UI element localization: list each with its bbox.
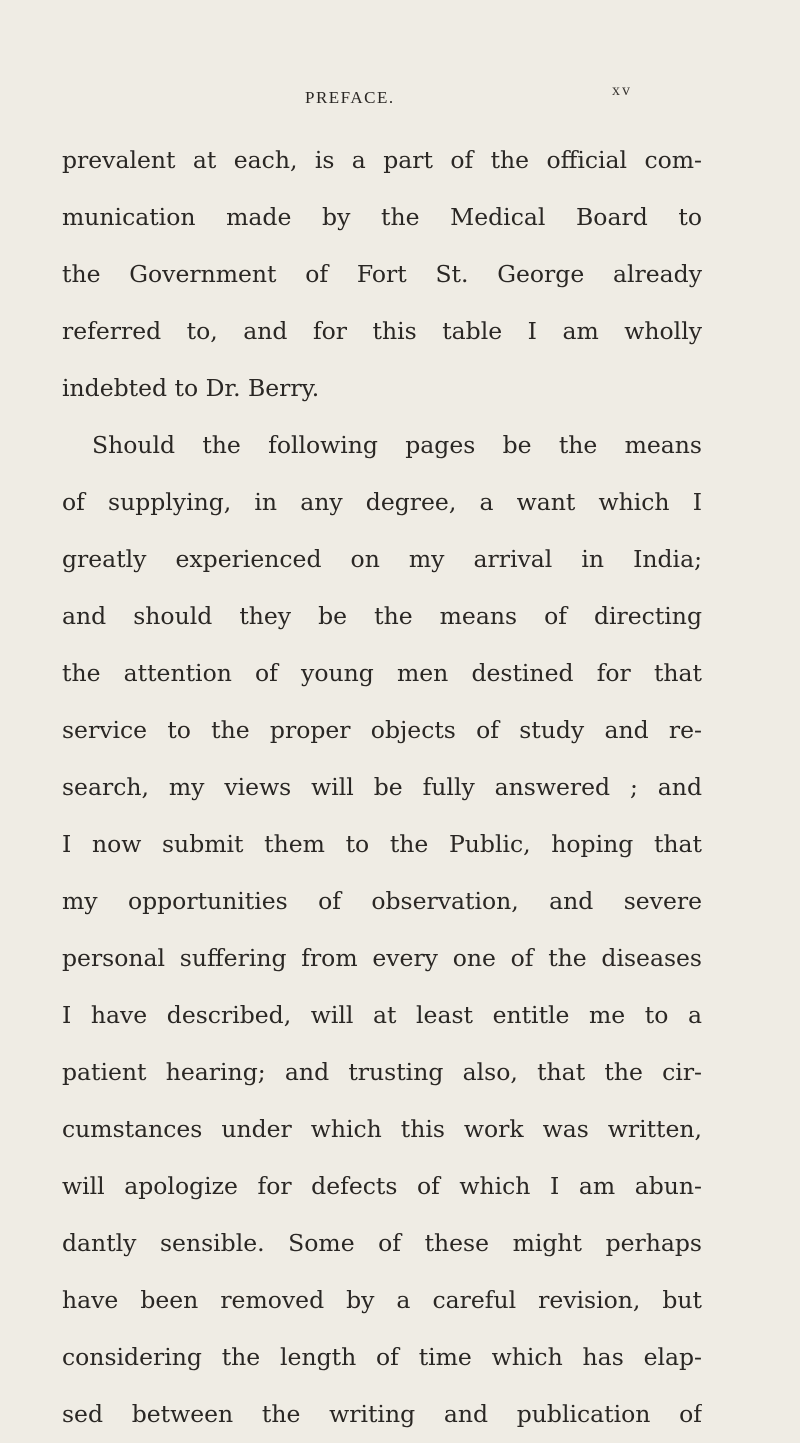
text-line: my opportunities of observation, and severe xyxy=(62,887,702,915)
text-line: have been removed by a careful revision, but xyxy=(62,1286,702,1314)
text-line: referred to, and for this table I am wholly xyxy=(62,317,702,345)
text-line: and should they be the means of directing xyxy=(62,602,702,630)
text-line: the attention of young men destined for that xyxy=(62,659,702,687)
running-title: PREFACE. xyxy=(305,88,395,107)
text-line: indebted to Dr. Berry. xyxy=(62,374,320,402)
text-line: sed between the writing and publication of xyxy=(62,1400,702,1428)
text-line: service to the proper objects of study and re- xyxy=(62,716,702,744)
text-line: Should the following pages be the means xyxy=(92,431,702,459)
text-line: I have described, will at least entitle me to a xyxy=(62,1001,702,1029)
page-header xyxy=(0,82,800,118)
text-line: prevalent at each, is a part of the official com- xyxy=(62,146,702,174)
text-line: considering the length of time which has elap- xyxy=(62,1343,702,1371)
text-line: cumstances under which this work was written, xyxy=(62,1115,702,1143)
text-line: will apologize for defects of which I am abun- xyxy=(62,1172,702,1200)
text-line: dantly sensible. Some of these might perhaps xyxy=(62,1229,702,1257)
text-line: munication made by the Medical Board to xyxy=(62,203,702,231)
text-line: the Government of Fort St. George already xyxy=(62,260,702,288)
text-line: patient hearing; and trusting also, that the cir- xyxy=(62,1058,702,1086)
text-line: search, my views will be fully answered ; and xyxy=(62,773,702,801)
body-text xyxy=(62,132,702,1443)
text-line: greatly experienced on my arrival in India; xyxy=(62,545,702,573)
page-number: xv xyxy=(612,82,632,99)
text-line: I now submit them to the Public, hoping that xyxy=(62,830,702,858)
text-line: personal suffering from every one of the diseases xyxy=(62,944,702,972)
text-line: of supplying, in any degree, a want which I xyxy=(62,488,702,516)
